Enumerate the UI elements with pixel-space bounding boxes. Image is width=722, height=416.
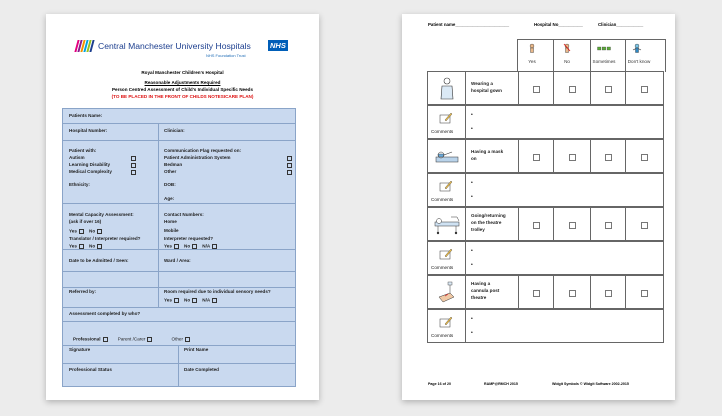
room-na-checkbox[interactable]: [212, 298, 217, 303]
yes-checkbox[interactable]: [533, 154, 540, 161]
row-label: Going/returning: [471, 213, 506, 218]
mask-on-icon: [434, 148, 460, 164]
row-label: Having a: [471, 281, 491, 286]
dont-know-checkbox[interactable]: [641, 154, 648, 161]
dont-know-checkbox[interactable]: [641, 222, 648, 229]
parent-carer-checkbox[interactable]: [147, 337, 152, 342]
header-clinician: Clinician___________: [598, 22, 644, 27]
interpreter-no-label: No: [184, 243, 191, 249]
yes-checkbox[interactable]: [533, 222, 540, 229]
comment-bullet: •: [471, 126, 473, 132]
hospital-gown-icon: [440, 77, 454, 101]
symbol-checklist-page: [402, 14, 675, 400]
room-required-label: Room required due to individual sensory needs?: [164, 289, 271, 294]
question-row: [427, 207, 664, 241]
column-sometimes: Sometimes: [592, 59, 616, 64]
professional-label: Professional: [73, 336, 101, 342]
dob-label: DOB:: [164, 182, 176, 187]
interpreter-yes-label: Yes: [164, 243, 172, 249]
print-name-label: Print Name: [184, 347, 209, 352]
question-row: [427, 71, 664, 105]
room-no-label: No: [184, 297, 191, 303]
form-page: [46, 14, 319, 400]
pas-label: Patient Administration System: [164, 155, 231, 160]
professional-checkbox[interactable]: [103, 337, 108, 342]
mca-yes-label: Yes: [69, 228, 77, 234]
row-label: cannula post: [471, 288, 500, 293]
other-assessor-label: Other: [171, 336, 184, 342]
pas-checkbox[interactable]: [287, 156, 292, 161]
comments-row: [427, 173, 664, 207]
interpreter-yes-checkbox[interactable]: [174, 244, 179, 249]
professional-status-label: Professional Status: [69, 367, 112, 372]
row-label: on the theatre: [471, 220, 502, 225]
form-subheading: Person Centred Assessment of Child's Individual Specific Needs: [111, 87, 254, 92]
autism-checkbox[interactable]: [131, 156, 136, 161]
translator-label: Translator / Interpreter required?: [69, 236, 141, 241]
column-dont-know: Don't know: [627, 59, 651, 64]
comment-bullet: •: [471, 262, 473, 268]
comments-label: Comments: [431, 333, 454, 338]
dont-know-checkbox[interactable]: [641, 290, 648, 297]
dont-know-checkbox[interactable]: [641, 86, 648, 93]
row-label: hospital gown: [471, 88, 502, 93]
comment-bullet: •: [471, 180, 473, 186]
learning-disability-label: Learning Disability: [69, 162, 111, 167]
row-label: Having a mask: [471, 149, 504, 154]
sometimes-checkbox[interactable]: [605, 86, 612, 93]
nhs-logo: NHS: [270, 41, 286, 50]
room-no-checkbox[interactable]: [192, 298, 197, 303]
learning-disability-checkbox[interactable]: [131, 163, 136, 168]
column-header-frame: [517, 39, 666, 72]
interpreter-no-checkbox[interactable]: [192, 244, 197, 249]
contact-label: Contact Numbers:: [164, 212, 204, 217]
question-row: [427, 275, 664, 309]
page-number: Page 16 of 20: [428, 382, 451, 386]
no-checkbox[interactable]: [569, 86, 576, 93]
age-label: Age:: [164, 196, 175, 201]
medical-complexity-label: Medical Complexity: [69, 169, 112, 174]
form-heading: Reasonable Adjustments Required: [144, 80, 221, 85]
bedman-checkbox[interactable]: [287, 163, 292, 168]
mca-no-label: No: [89, 228, 96, 234]
comment-bullet: •: [471, 316, 473, 322]
mca-yes-checkbox[interactable]: [79, 229, 84, 234]
no-checkbox[interactable]: [569, 222, 576, 229]
mca-label: Mental Capacity Assessment:: [69, 212, 134, 217]
other-flag-label: Other: [164, 169, 177, 174]
comments-label: Comments: [431, 197, 454, 202]
comments-row: [427, 309, 664, 343]
translator-yes-checkbox[interactable]: [79, 244, 84, 249]
no-checkbox[interactable]: [569, 154, 576, 161]
home-label: Home: [164, 219, 177, 224]
comment-bullet: •: [471, 112, 473, 118]
translator-no-label: No: [89, 243, 96, 249]
column-yes: Yes: [528, 59, 536, 64]
cannula-icon: [436, 281, 458, 305]
ethnicity-label: Ethnicity:: [69, 182, 90, 187]
comment-bullet: •: [471, 194, 473, 200]
header-patient-name: Patient name______________________: [428, 22, 510, 27]
room-yes-label: Yes: [164, 297, 172, 303]
room-yes-checkbox[interactable]: [174, 298, 179, 303]
no-checkbox[interactable]: [569, 290, 576, 297]
bedman-label: Bedman: [164, 162, 183, 167]
patient-with-label: Patient with:: [69, 148, 97, 153]
interpreter-requested-label: Interpreter requested?: [164, 236, 214, 241]
comments-pencil-icon: [439, 316, 453, 328]
row-label: trolley: [471, 227, 485, 232]
row-label: Wearing a: [471, 81, 493, 86]
mca-no-checkbox[interactable]: [97, 229, 102, 234]
interpreter-na-checkbox[interactable]: [212, 244, 217, 249]
assessment-form: [62, 108, 296, 387]
referred-by-label: Referred by:: [69, 289, 97, 294]
comments-pencil-icon: [439, 180, 453, 192]
date-completed-label: Date Completed: [184, 367, 219, 372]
parent-carer-label: Parent /Carer: [117, 336, 146, 342]
sometimes-checkbox[interactable]: [605, 154, 612, 161]
patients-name-label: Patients Name:: [69, 113, 103, 118]
mca-if-over-label: (ask if over 16): [69, 219, 102, 224]
yes-checkbox[interactable]: [533, 290, 540, 297]
footer-ramp: RAMP@RMCH 2015: [484, 382, 518, 386]
signature-label: Signature: [69, 347, 91, 352]
comments-label: Comments: [431, 265, 454, 270]
medical-complexity-checkbox[interactable]: [131, 170, 136, 175]
footer-widgit: Widgit Symbols © Widgit Software 2002-2015: [552, 382, 629, 386]
comments-row: [427, 105, 664, 139]
other-flag-checkbox[interactable]: [287, 170, 292, 175]
translator-yes-label: Yes: [69, 243, 77, 249]
mobile-label: Mobile: [164, 228, 179, 233]
comments-label: Comments: [431, 129, 454, 134]
form-instruction: (TO BE PLACED IN THE FRONT OF CHILDS NOTESICARE PLAN): [111, 94, 254, 99]
logo-bars: [76, 40, 94, 52]
hospital-number-label: Hospital Number:: [69, 128, 108, 133]
question-row: [427, 139, 664, 173]
autism-label: Autism: [69, 155, 85, 160]
header-hospital-no: Hospital No__________: [534, 22, 583, 27]
comment-bullet: •: [471, 330, 473, 336]
logo-text: Central Manchester University Hospitals: [98, 41, 251, 51]
other-assessor-checkbox[interactable]: [185, 337, 190, 342]
sometimes-checkbox[interactable]: [605, 222, 612, 229]
row-label: on: [471, 156, 477, 161]
assessment-by-label: Assessment completed by who?: [69, 311, 141, 316]
column-no: No: [564, 59, 570, 64]
room-na-label: N/A: [202, 297, 211, 303]
hospital-name: Royal Manchester Children's Hospital: [141, 70, 224, 75]
ward-label: Ward / Area:: [164, 258, 191, 263]
comment-bullet: •: [471, 248, 473, 254]
theatre-trolley-icon: [433, 215, 461, 235]
yes-checkbox[interactable]: [533, 86, 540, 93]
comments-row: [427, 241, 664, 275]
clinician-label: Clinician:: [164, 128, 185, 133]
row-label: theatre: [471, 295, 487, 300]
comm-flag-label: Communication Flag requested on:: [164, 148, 242, 153]
interpreter-na-label: N/A: [202, 243, 211, 249]
comments-pencil-icon: [439, 248, 453, 260]
translator-no-checkbox[interactable]: [97, 244, 102, 249]
sometimes-checkbox[interactable]: [605, 290, 612, 297]
trust-name: NHS Foundation Trust: [206, 53, 246, 58]
comments-pencil-icon: [439, 112, 453, 124]
date-admitted-label: Date to be Admitted / Seen:: [69, 258, 129, 263]
